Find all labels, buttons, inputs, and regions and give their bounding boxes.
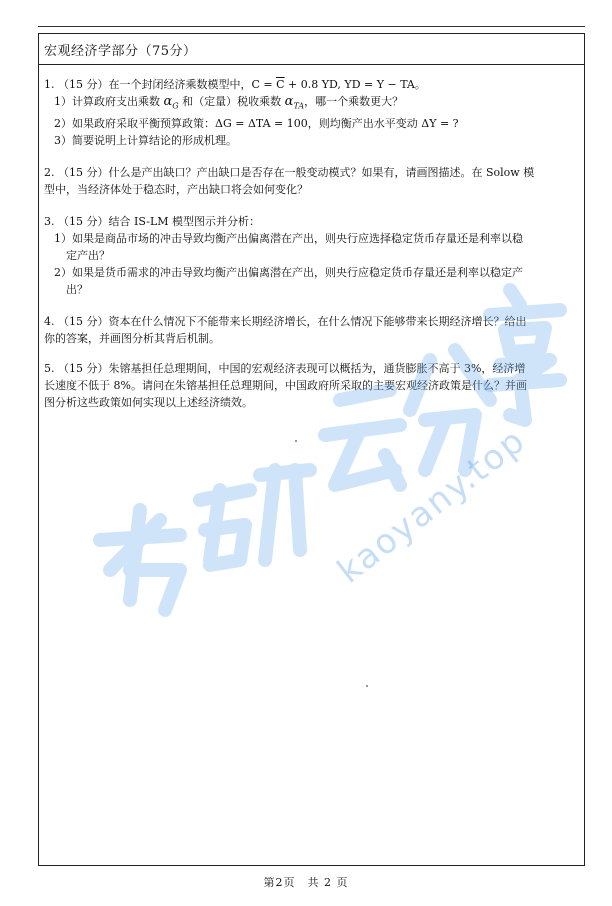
q1-stem: 1. （15 分）在一个封闭经济乘数模型中，C = [44,78,277,91]
q1-sub-2: 2）如果政府采取平衡预算政策：ΔG = ΔTA = 100，则均衡产出水平变动 ΔY = ? [54,116,459,130]
alpha-ta-symbol: $\alpha_{TA}$ [284,94,305,111]
q1-sub-1: 1）计算政府支出乘数 $\alpha_G$ 和（定量）税收乘数 $\alpha_{TA}$，哪一个乘数更大？ [54,94,404,111]
scan-speck [295,440,297,442]
q3-sub-1: 1）如果是商品市场的冲击导致均衡产出偏离潜在产出，则央行应选择稳定货币存量还是利率以稳 定产出？ [54,231,523,262]
watermark-url: kaoyany.top [330,420,534,592]
q4-line-1: 4. （15 分）资本在什么情况下不能带来长期经济增长，在什么情况下能够带来长期经济增长？给出 [44,314,527,328]
question-2 [44,164,576,198]
q5-line-2: 长速度不低于 8%。请问在朱镕基担任总理期间，中国政府所采取的主要宏观经济政策是什么？并画 [44,378,527,392]
questions-body [44,76,576,418]
q4-line-2: 你的答案，并画图分析其背后机制。 [44,331,220,345]
scan-speck [366,685,368,687]
c-bar-symbol: $\overline{C}$ [276,78,285,91]
q2-line-2: 型中，当经济体处于稳态时，产出缺口将会如何变化？ [44,182,308,196]
title-divider [38,64,585,65]
question-4 [44,313,576,347]
q3-stem: 3. （15 分）结合 IS-LM 模型图示并分析： [44,214,261,228]
q2-line-1: 2. （15 分）什么是产出缺口？产出缺口是否存在一般变动模式？如果有，请画图描述。在 Solow 模 [44,165,535,179]
q3-sub-2: 2）如果是货币需求的冲击导致均衡产出偏离潜在产出，则央行应稳定货币存量还是利率以稳定产 出？ [54,265,523,296]
q5-line-3: 图分析这些政策如何实现以上述经济绩效。 [44,395,253,409]
q1-stem-tail: + 0.8 YD, YD = Y − TA。 [284,78,426,91]
question-5 [44,360,576,411]
q5-line-1: 5. （15 分）朱镕基担任总理期间，中国的宏观经济表现可以概括为，通货膨胀不高于 3%，经济增 [44,361,526,375]
alpha-g-symbol: $\alpha_G$ [163,94,179,111]
q1-sub-3: 3）简要说明上计算结论的形成机理。 [54,133,237,147]
question-1 [44,76,576,149]
page-footer: 第2页 共 2 页 [263,876,349,889]
question-3 [44,213,576,298]
page-top-rule [38,26,585,32]
section-title: 宏观经济学部分（75分） [44,44,197,59]
